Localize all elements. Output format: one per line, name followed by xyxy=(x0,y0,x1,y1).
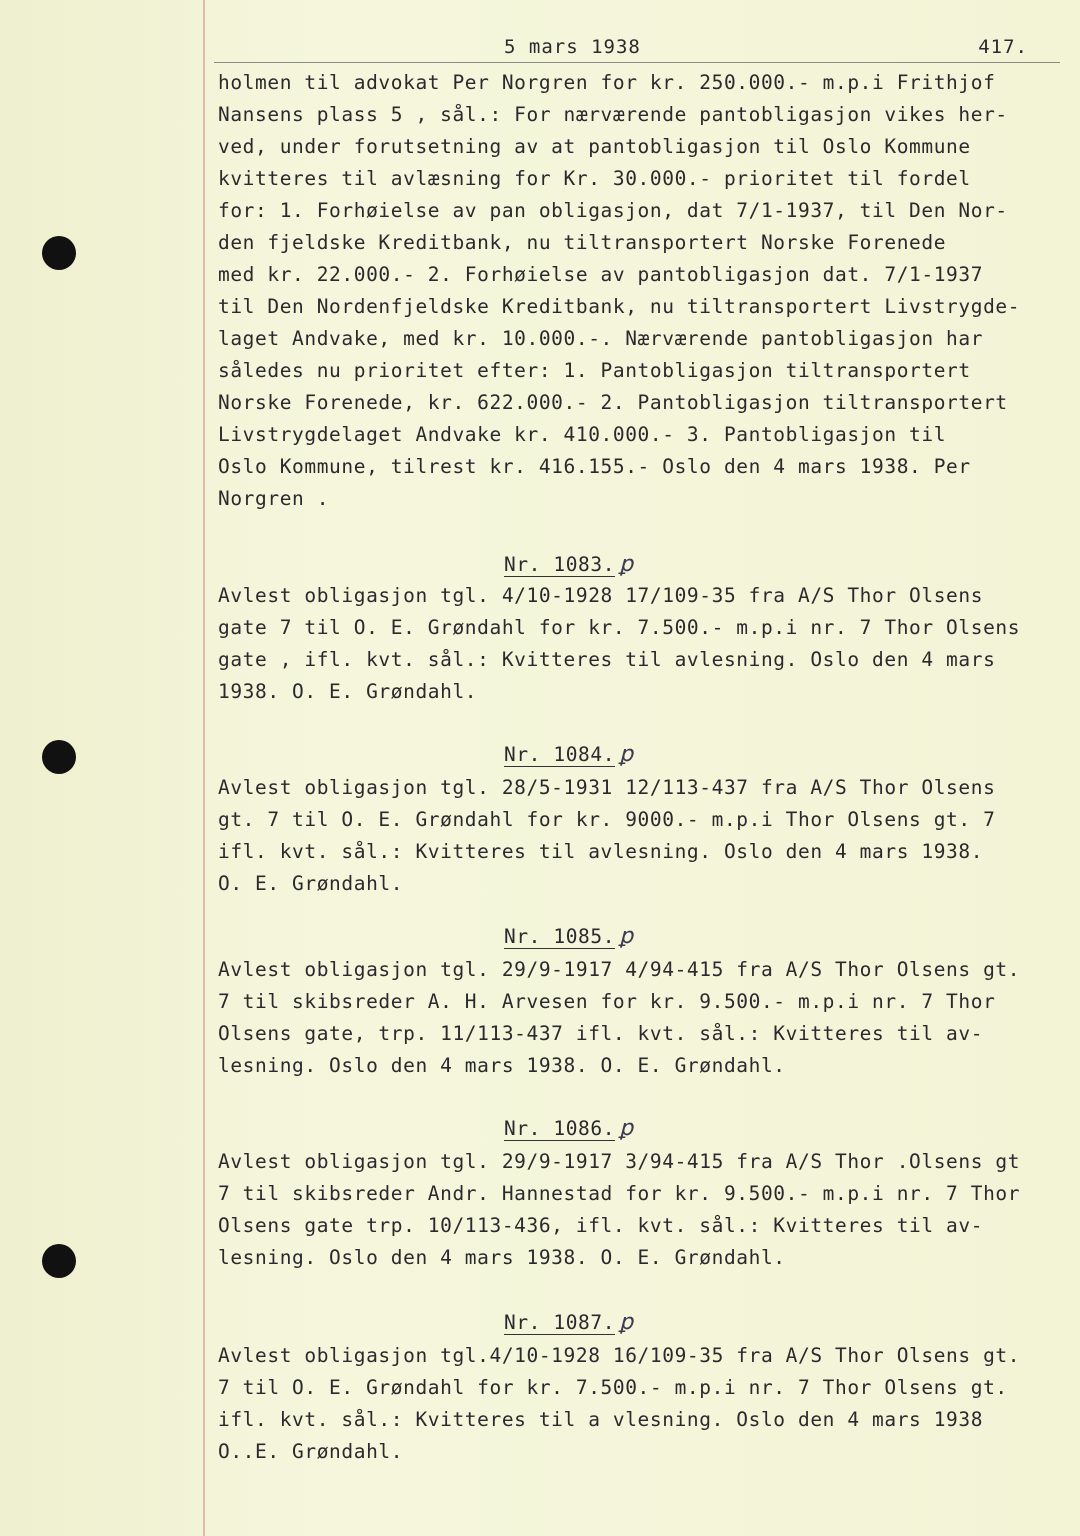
text-line: lesning. Oslo den 4 mars 1938. O. E. Grøndahl. xyxy=(218,1054,786,1077)
entry-body xyxy=(218,772,1070,900)
text-line: den fjeldske Kreditbank, nu tiltransportert Norske Forenede xyxy=(218,231,947,254)
text-line: gt. 7 til O. E. Grøndahl for kr. 9000.- m.p.i Thor Olsens gt. 7 xyxy=(218,808,996,831)
page-header xyxy=(214,38,1060,63)
punch-hole xyxy=(42,236,76,270)
text-line: O..E. Grøndahl. xyxy=(218,1440,404,1463)
entry-body xyxy=(218,1340,1070,1468)
check-mark: ꝑ xyxy=(619,924,634,949)
text-line: gate 7 til O. E. Grøndahl for kr. 7.500.- m.p.i nr. 7 Thor Olsens xyxy=(218,616,1021,639)
text-line: 7 til O. E. Grøndahl for kr. 7.500.- m.p.i nr. 7 Thor Olsens gt. xyxy=(218,1376,1008,1399)
text-line: ifl. kvt. sål.: Kvitteres til a vlesning. Oslo den 4 mars 1938 xyxy=(218,1408,984,1431)
page-number: 417. xyxy=(978,36,1028,58)
entry-heading xyxy=(504,924,634,949)
entry-body xyxy=(218,954,1070,1082)
punch-hole xyxy=(42,1244,76,1278)
header-date: 5 mars 1938 xyxy=(504,36,641,58)
text-line: Avlest obligasjon tgl. 29/9-1917 4/94-415 fra A/S Thor Olsens gt. xyxy=(218,958,1021,981)
text-line: Norgren . xyxy=(218,487,330,510)
text-line: Norske Forenede, kr. 622.000.- 2. Pantobligasjon tiltransportert xyxy=(218,391,1008,414)
text-line: til Den Nordenfjeldske Kreditbank, nu tiltransportert Livstrygde- xyxy=(218,295,1021,318)
text-line: 1938. O. E. Grøndahl. xyxy=(218,680,478,703)
text-line: 7 til skibsreder A. H. Arvesen for kr. 9.500.- m.p.i nr. 7 Thor xyxy=(218,990,996,1013)
text-line: kvitteres til avlæsning for Kr. 30.000.- prioritet til fordel xyxy=(218,167,971,190)
text-line: Olsens gate trp. 10/113-436, ifl. kvt. sål.: Kvitteres til av- xyxy=(218,1214,984,1237)
entry-heading xyxy=(504,552,634,577)
text-line: lesning. Oslo den 4 mars 1938. O. E. Grøndahl. xyxy=(218,1246,786,1269)
entry-number: Nr. 1085. xyxy=(504,925,616,948)
text-line: ved, under forutsetning av at pantobligasjon til Oslo Kommune xyxy=(218,135,971,158)
entry-heading xyxy=(504,742,634,767)
check-mark: ꝑ xyxy=(619,742,634,767)
text-line: laget Andvake, med kr. 10.000.-. Nærværende pantobligasjon har xyxy=(218,327,984,350)
text-line: Avlest obligasjon tgl. 28/5-1931 12/113-437 fra A/S Thor Olsens xyxy=(218,776,996,799)
text-line: O. E. Grøndahl. xyxy=(218,872,404,895)
entry-number: Nr. 1083. xyxy=(504,553,616,576)
entry-body xyxy=(218,580,1070,708)
entry-heading xyxy=(504,1310,634,1335)
text-line: gate , ifl. kvt. sål.: Kvitteres til avlesning. Oslo den 4 mars xyxy=(218,648,996,671)
entry-number: Nr. 1086. xyxy=(504,1117,616,1140)
text-line: med kr. 22.000.- 2. Forhøielse av pantobligasjon dat. 7/1-1937 xyxy=(218,263,984,286)
text-line: således nu prioritet efter: 1. Pantobligasjon tiltransportert xyxy=(218,359,971,382)
text-line: Oslo Kommune, tilrest kr. 416.155.- Oslo den 4 mars 1938. Per xyxy=(218,455,971,478)
text-line: Nansens plass 5 , sål.: For nærværende pantobligasjon vikes her- xyxy=(218,103,1008,126)
entry-heading xyxy=(504,1116,634,1141)
text-line: Olsens gate, trp. 11/113-437 ifl. kvt. sål.: Kvitteres til av- xyxy=(218,1022,984,1045)
text-line: Avlest obligasjon tgl. 4/10-1928 17/109-35 fra A/S Thor Olsens xyxy=(218,584,984,607)
text-line: holmen til advokat Per Norgren for kr. 250.000.- m.p.i Frithjof xyxy=(218,71,996,94)
text-line: for: 1. Forhøielse av pan obligasjon, dat 7/1-1937, til Den Nor- xyxy=(218,199,1008,222)
check-mark: ꝑ xyxy=(619,1310,634,1335)
text-line: Livstrygdelaget Andvake kr. 410.000.- 3. Pantobligasjon til xyxy=(218,423,947,446)
check-mark: ꝑ xyxy=(619,552,634,577)
check-mark: ꝑ xyxy=(619,1116,634,1141)
entry-number: Nr. 1084. xyxy=(504,743,616,766)
margin-rule xyxy=(203,0,205,1536)
entry-body xyxy=(218,1146,1070,1274)
text-line: 7 til skibsreder Andr. Hannestad for kr. 9.500.- m.p.i nr. 7 Thor xyxy=(218,1182,1021,1205)
text-line: ifl. kvt. sål.: Kvitteres til avlesning. Oslo den 4 mars 1938. xyxy=(218,840,984,863)
text-line: Avlest obligasjon tgl.4/10-1928 16/109-35 fra A/S Thor Olsens gt. xyxy=(218,1344,1021,1367)
intro-paragraph xyxy=(218,67,1070,515)
entry-number: Nr. 1087. xyxy=(504,1311,616,1334)
punch-hole xyxy=(42,740,76,774)
text-line: Avlest obligasjon tgl. 29/9-1917 3/94-415 fra A/S Thor .Olsens gt xyxy=(218,1150,1021,1173)
